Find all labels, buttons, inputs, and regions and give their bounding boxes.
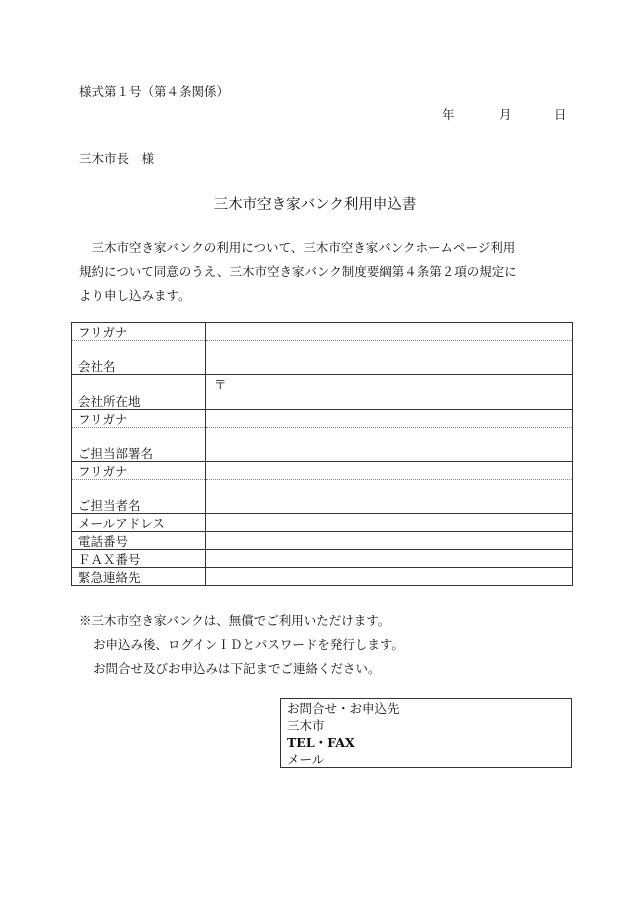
- note-line: お申込み後、ログインＩＤとパスワードを発行します。: [93, 637, 404, 652]
- form-row-company-name: [72, 341, 573, 375]
- intro-line: より申し込みます。: [79, 288, 191, 303]
- label-fax: ＦＡＸ番号: [72, 550, 206, 568]
- label-phone: 電話番号: [72, 532, 206, 550]
- form-row-person-name: [72, 480, 573, 514]
- intro-line: 三木市空き家バンクの利用について、三木市空き家バンクホームページ利用: [79, 240, 516, 255]
- field-department-name[interactable]: [206, 428, 573, 462]
- contact-city: 三木市: [287, 718, 325, 733]
- form-row-furigana-person: [72, 462, 573, 480]
- label-furigana-person: フリガナ: [72, 462, 206, 480]
- form-row-furigana-company: [72, 323, 573, 341]
- label-person-name: ご担当者名: [72, 480, 206, 514]
- form-row-phone: [72, 532, 573, 550]
- note-line: お問合せ及びお申込みは下記までご連絡ください。: [93, 661, 381, 676]
- contact-tel-fax: TEL・FAX: [287, 735, 355, 750]
- note-line: ※三木市空き家バンクは、無償でご利用いただけます。: [79, 613, 391, 628]
- document-title: 三木市空き家バンク利用申込書: [213, 197, 417, 213]
- date-month: 月: [499, 107, 512, 122]
- contact-mail: メール: [287, 752, 325, 767]
- intro-paragraph: [79, 236, 574, 308]
- postal-mark: 〒: [214, 377, 227, 392]
- label-department-name: ご担当部署名: [72, 428, 206, 462]
- form-row-fax: [72, 550, 573, 568]
- field-phone[interactable]: [206, 532, 573, 550]
- label-furigana-company: フリガナ: [72, 323, 206, 341]
- field-company-address[interactable]: [206, 375, 573, 410]
- form-row-emergency: [72, 568, 573, 586]
- form-row-department-name: [72, 428, 573, 462]
- field-furigana-department[interactable]: [206, 410, 573, 428]
- field-company-name[interactable]: [206, 341, 573, 375]
- notes: [79, 609, 404, 681]
- label-emergency: 緊急連絡先: [72, 568, 206, 586]
- form-row-furigana-department: [72, 410, 573, 428]
- label-company-address: 会社所在地: [72, 375, 206, 410]
- label-furigana-department: フリガナ: [72, 410, 206, 428]
- form-row-email: [72, 514, 573, 532]
- field-fax[interactable]: [206, 550, 573, 568]
- label-email: メールアドレス: [72, 514, 206, 532]
- form-row-company-address: [72, 375, 573, 410]
- field-emergency[interactable]: [206, 568, 573, 586]
- intro-line: 規約について同意のうえ、三木市空き家バンク制度要綱第４条第２項の規定に: [79, 264, 517, 279]
- date-day: 日: [554, 107, 567, 122]
- label-company-name: 会社名: [72, 341, 206, 375]
- contact-heading: お問合せ・お申込先: [287, 701, 400, 716]
- contact-box: [280, 698, 572, 768]
- field-email[interactable]: [206, 514, 573, 532]
- addressee: 三木市長 様: [79, 151, 155, 166]
- form-number: 様式第１号（第４条関係）: [79, 84, 230, 99]
- field-furigana-person[interactable]: [206, 462, 573, 480]
- field-person-name[interactable]: [206, 480, 573, 514]
- field-furigana-company[interactable]: [206, 323, 573, 341]
- date-year: 年: [442, 107, 455, 122]
- application-form-table: [71, 322, 573, 586]
